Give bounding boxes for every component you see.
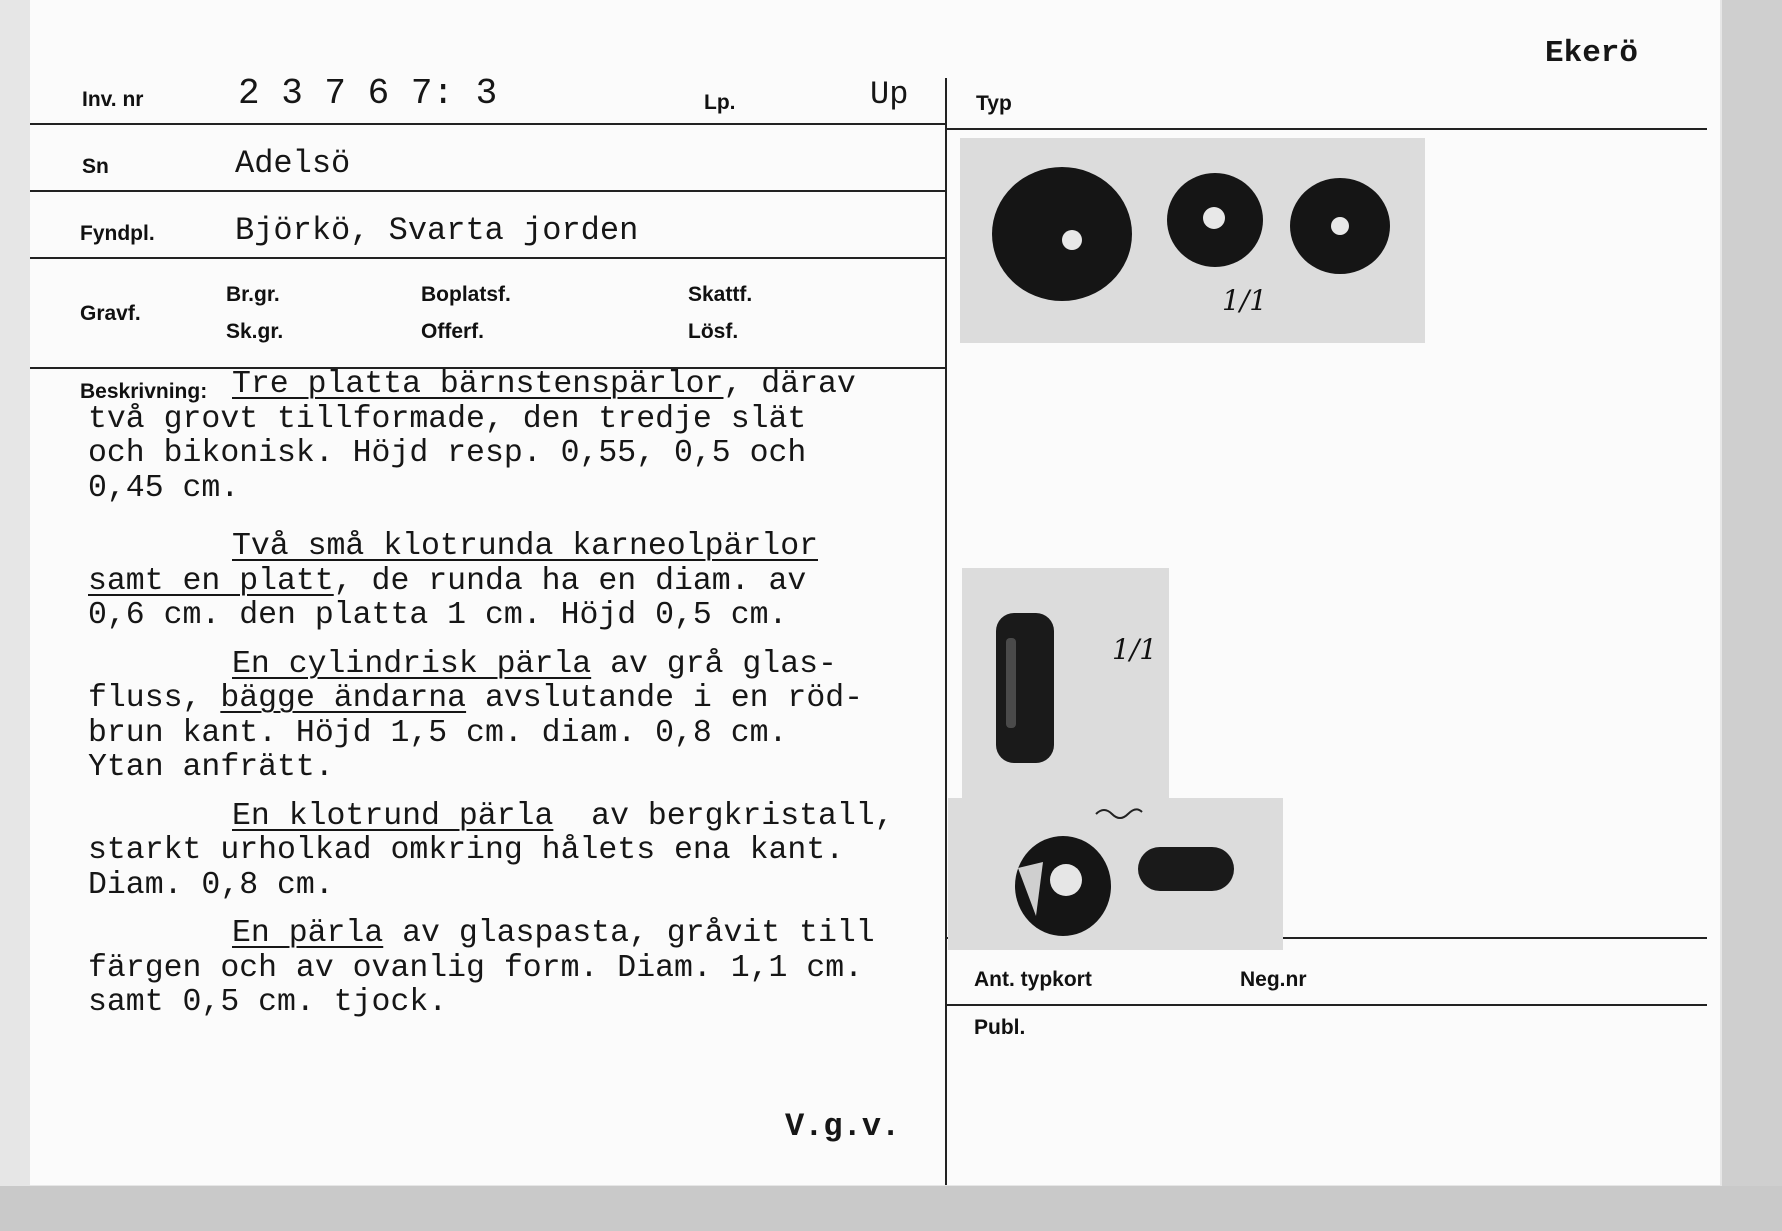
row-line-1 <box>30 123 945 125</box>
description-paragraph-2: Två små klotrunda karneolpärlor samt en platt, de runda ha en diam. av 0,6 cm. den platta 1 cm. Höjd 0,5 cm. <box>88 529 818 633</box>
photo-crystal-and-paste-beads <box>948 798 1283 950</box>
row-line-2 <box>30 190 945 192</box>
paste-bead <box>1138 847 1234 891</box>
crystal-bead <box>1015 836 1111 936</box>
brgr-label: Br.gr. <box>226 283 280 306</box>
vgv-note: V.g.v. <box>785 1108 901 1145</box>
underlined-heading: En pärla <box>232 916 384 951</box>
flat-bead-small <box>1290 178 1390 274</box>
sn-label: Sn <box>82 155 109 178</box>
offerf-label: Offerf. <box>421 320 484 343</box>
scale-note-2: 1/1 <box>1112 633 1158 666</box>
cylindrical-bead <box>996 613 1054 763</box>
lp-label: Lp. <box>704 91 736 114</box>
underlined-heading: Tre platta bärnstenspärlor <box>232 367 724 402</box>
tilde-mark <box>1096 809 1142 818</box>
losf-label: Lösf. <box>688 320 739 343</box>
description-paragraph-4: En klotrund pärla av bergkristall, starkt urholkad omkring hålets ena kant. Diam. 0,8 cm. <box>88 798 894 903</box>
bead-illustration-3 <box>948 798 1283 950</box>
typ-label: Typ <box>976 92 1012 115</box>
skgr-label: Sk.gr. <box>226 320 284 343</box>
description-paragraph-5: En pärla av glaspasta, gråvit till färgen och av ovanlig form. Diam. 1,1 cm. samt 0,5 cm. tjock. <box>88 916 875 1020</box>
bead-illustration-1 <box>960 138 1425 343</box>
boplatsf-label: Boplatsf. <box>421 283 511 306</box>
photo-cylindrical-bead <box>962 568 1169 804</box>
underlined-heading: samt en platt <box>88 563 334 599</box>
description-paragraph-3: En cylindrisk pärla av grå glas- fluss, bägge ändarna avslutande i en röd- brun kant. Höjd 1,5 cm. diam. 0,8 cm. Ytan anfrätt. <box>88 646 864 785</box>
ant-typkort-label: Ant. typkort <box>974 968 1092 991</box>
underlined-heading: Två små klotrunda karneolpärlor <box>232 529 818 564</box>
skattf-label: Skattf. <box>688 283 753 306</box>
publ-label: Publ. <box>974 1016 1026 1039</box>
row-line-3 <box>30 257 945 259</box>
underlined-heading: En klotrund pärla <box>232 798 554 834</box>
card-shadow-bottom <box>0 1186 1782 1231</box>
region-value: Ekerö <box>1545 36 1639 71</box>
description-paragraph-1: Tre platta bärnstenspärlor, därav två grovt tillformade, den tredje slät och bikonisk. Höjd resp. 0,55, 0,5 och 0,45 cm. <box>88 367 856 506</box>
fyndpl-label: Fyndpl. <box>80 222 155 245</box>
flat-bead-medium <box>1167 173 1263 267</box>
lp-value: Up <box>870 76 909 113</box>
scale-note-1: 1/1 <box>1222 284 1268 317</box>
photo-amber-beads <box>960 138 1425 343</box>
inv-nr-value: 2 3 7 6 7: 3 <box>238 73 498 114</box>
neg-nr-label: Neg.nr <box>1240 968 1307 991</box>
row-line-typ <box>945 128 1707 130</box>
inv-nr-label: Inv. nr <box>82 88 144 111</box>
bead-illustration-2 <box>962 568 1169 804</box>
sn-value: Adelsö <box>235 145 351 182</box>
fyndpl-value: Björkö, Svarta jorden <box>235 212 639 249</box>
flat-bead-large <box>992 167 1132 301</box>
card-shadow-right <box>1722 0 1782 1231</box>
row-line-publ <box>947 1004 1707 1006</box>
beskrivning-label: Beskrivning: <box>80 380 208 403</box>
gravf-label: Gravf. <box>80 302 141 325</box>
column-divider <box>945 78 947 1185</box>
underlined-heading: En cylindrisk pärla <box>232 646 592 682</box>
